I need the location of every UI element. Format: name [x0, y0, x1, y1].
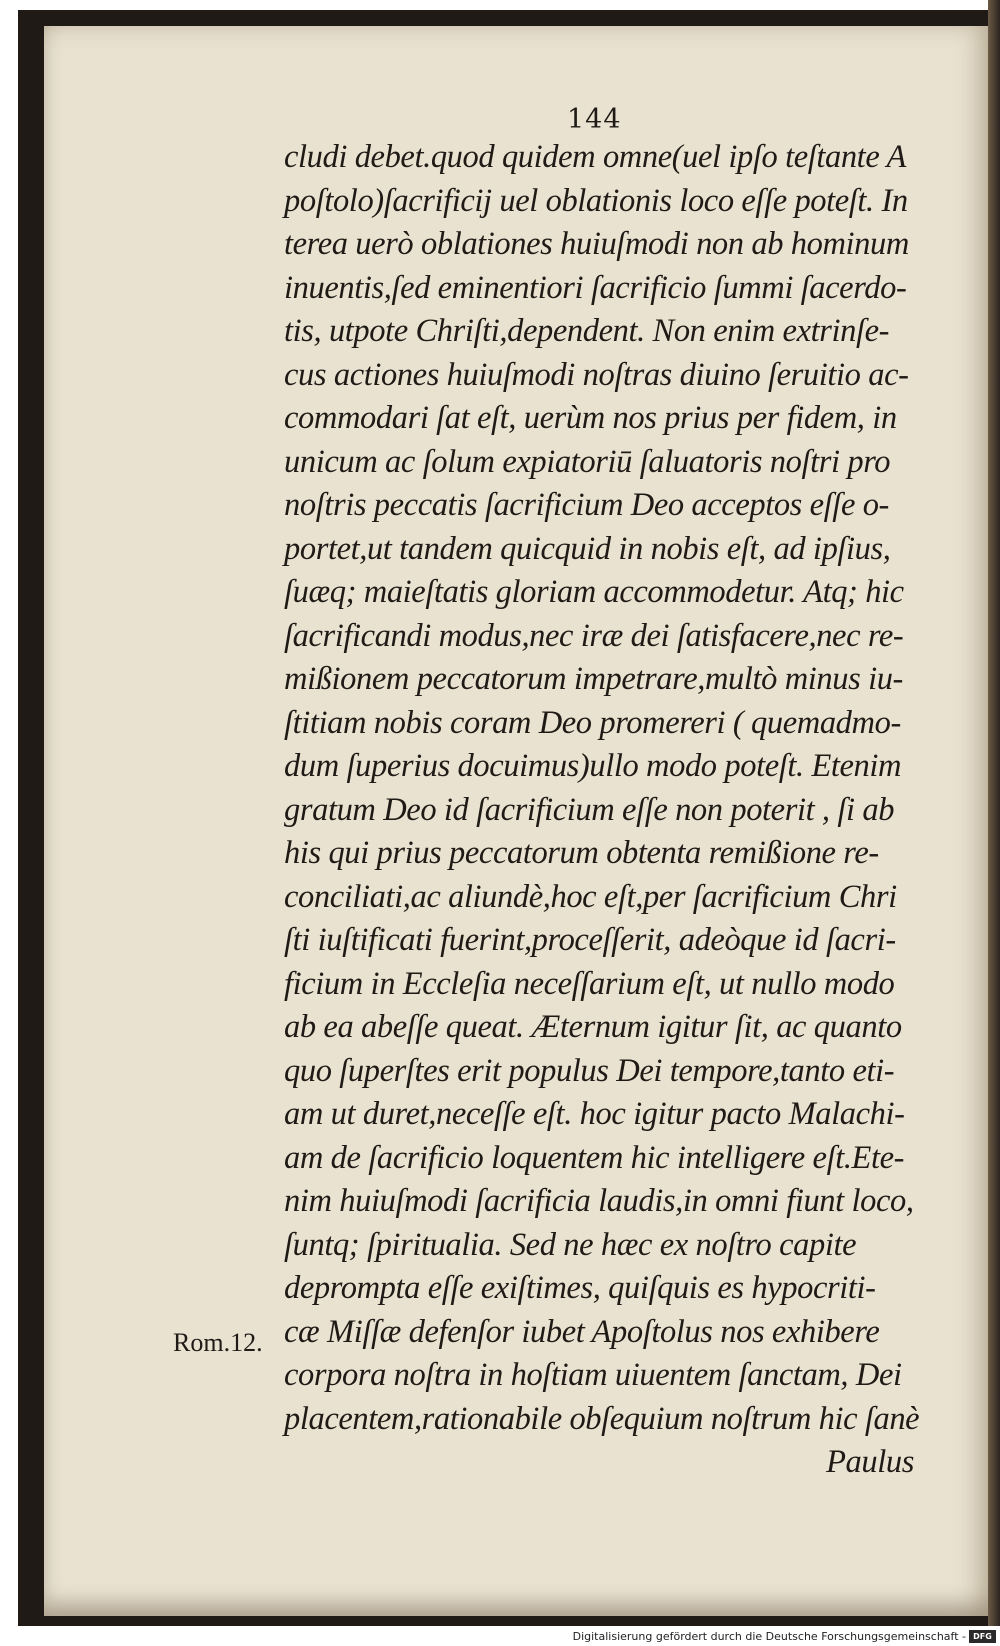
text-line: corpora noſtra in hoſtiam uiuentem ſanctam, Dei: [284, 1357, 902, 1393]
text-line: his qui prius peccatorum obtenta remißione re-: [284, 835, 879, 871]
text-line: placentem,rationabile obſequium noſtrum hic ſanè: [284, 1400, 920, 1437]
text-block: [284, 136, 954, 1485]
text-line: deprompta eſſe exiſtimes, quiſquis es hypocriti-: [284, 1270, 876, 1306]
text-line: am ut duret,neceſſe eſt. hoc igitur pacto Malachi-: [284, 1096, 905, 1132]
text-line: ficium in Eccleſia neceſſarium eſt, ut nullo modo: [284, 965, 895, 1002]
catchword: Paulus: [826, 1444, 914, 1480]
text-line: tis, utpote Chriſti,dependent. Non enim extrinſe-: [284, 313, 890, 349]
text-line: ſti iuſtificati fuerint,proceſſerit, adeòque id ſacri-: [284, 922, 896, 958]
page-number: 144: [567, 104, 622, 135]
text-line: gratum Deo id ſacrificium eſſe non poterit , ſi ab: [284, 791, 895, 828]
dfg-logo: DFG: [969, 1630, 996, 1643]
text-line: terea uerò oblationes huiuſmodi non ab hominum: [284, 226, 909, 262]
text-line: ſtitiam nobis coram Deo promereri ( quemadmo-: [284, 704, 901, 741]
text-line: am de ſacrificio loquentem hic intelligere eſt.Ete-: [284, 1139, 905, 1176]
text-line: poſtolo)ſacrificij uel oblationis loco eſſe poteſt. In: [284, 182, 908, 219]
text-line: cæ Miſſæ defenſor iubet Apoſtolus nos exhibere: [284, 1313, 880, 1350]
footer-bar: [0, 1626, 1000, 1646]
text-line: quo ſuperſtes erit populus Dei tempore,tanto eti-: [284, 1052, 895, 1089]
text-line: ſacrificandi modus,nec iræ dei ſatisfacere,nec re-: [284, 617, 904, 654]
text-line: ſuntq; ſpiritualia. Sed ne hæc ex noſtro capite: [284, 1226, 857, 1263]
text-line: dum ſuperius docuimus)ullo modo poteſt. Etenim: [284, 748, 902, 784]
text-line: commodari ſat eſt, uerùm nos prius per fidem, in: [284, 400, 897, 436]
text-line: cus actiones huiuſmodi noſtras diuino ſeruitio ac-: [284, 356, 909, 393]
text-line: unicum ac ſolum expiatoriū ſaluatoris noſtri pro: [284, 443, 891, 480]
text-line: cludi debet.quod quidem omne(uel ipſo teſtante A: [284, 139, 906, 175]
text-line: mißionem peccatorum impetrare,multò minus iu-: [284, 661, 903, 697]
text-line: ab ea abeſſe queat. Æternum igitur ſit, ac quanto: [284, 1009, 902, 1045]
text-line: nim huiuſmodi ſacrificia laudis,in omni fiunt loco,: [284, 1183, 914, 1219]
text-line: ſuæq; maieſtatis gloriam accommodetur. Atq; hic: [284, 574, 904, 610]
footer-credit: Digitalisierung gefördert durch die Deutsche Forschungsgemeinschaft -: [572, 1630, 966, 1643]
page-edge-shadow: [988, 0, 1000, 1646]
text-line: portet,ut tandem quicquid in nobis eſt, ad ipſius,: [284, 530, 891, 567]
text-line: noſtris peccatis ſacrificium Deo acceptos eſſe o-: [284, 487, 889, 523]
text-line: conciliati,ac aliundè,hoc eſt,per ſacrificium Chri: [284, 878, 897, 915]
text-line: inuentis,ſed eminentiori ſacrificio ſummi ſacerdo-: [284, 269, 907, 306]
margin-note: Rom.12.: [173, 1328, 263, 1357]
